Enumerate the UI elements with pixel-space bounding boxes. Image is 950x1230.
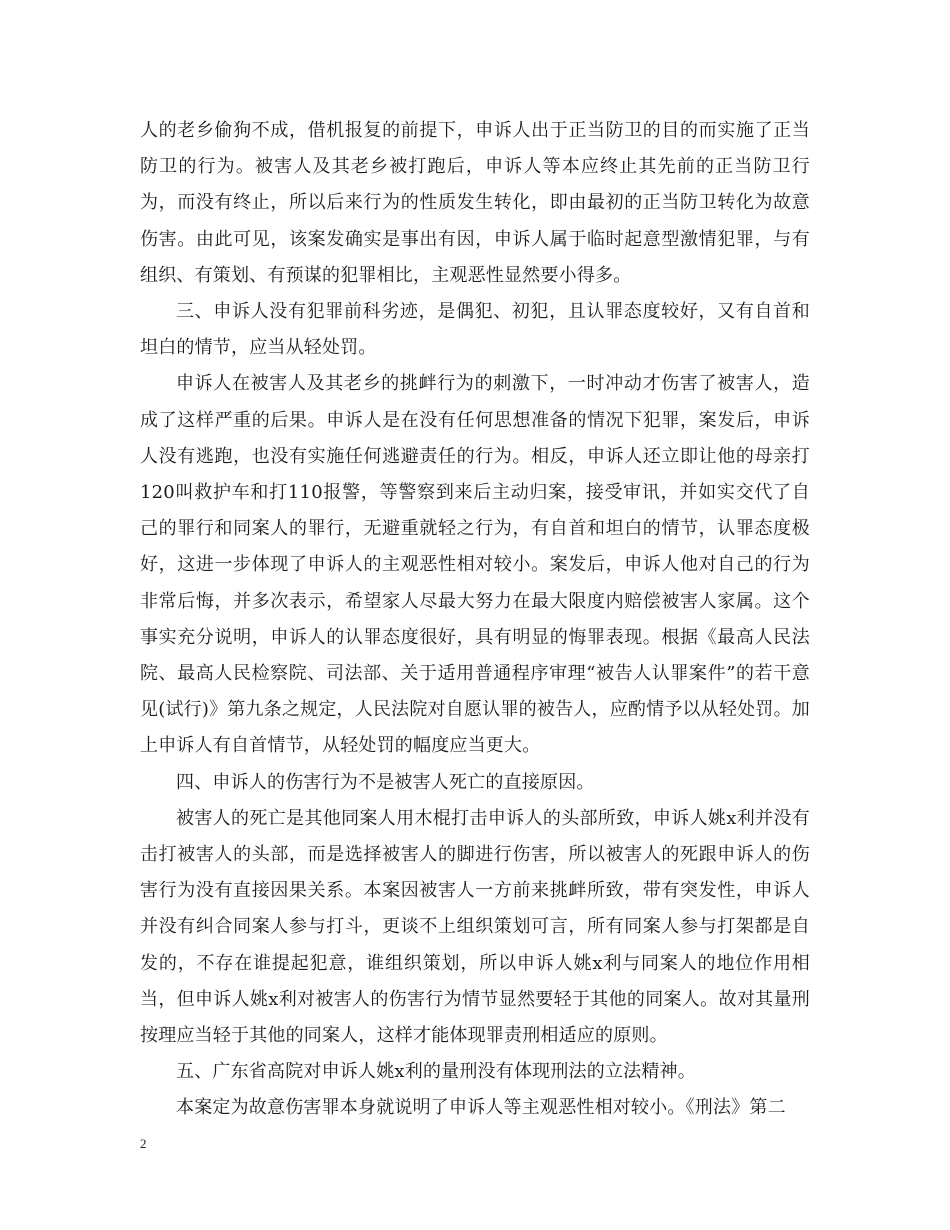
paragraph-5: 被害人的死亡是其他同案人用木棍打击申诉人的头部所致，申诉人姚x利并没有击打被害人的头部，而是选择被害人的脚进行伤害，所以被害人的死跟申诉人的伤害行为没有直接因果关系。本案因被害人一方前来挑衅所致，带有突发性，申诉人并没有纠合同案人参与打斗，更谈不上组织策划可言，所有同案人参与打架都是自发的，不存在谁提起犯意，谁组织策划，所以申诉人姚x利与同案人的地位作用相当，但申诉人姚x利对被害人的伤害行为情节显然要轻于其他的同案人。故对其量刑按理应当轻于其他的同案人，这样才能体现罪责刑相适应的原则。 <box>140 807 810 1047</box>
paragraph-7: 本案定为故意伤害罪本身就说明了申诉人等主观恶性相对较小。《刑法》第二 <box>176 1097 786 1119</box>
paragraph-3: 申诉人在被害人及其老乡的挑衅行为的刺激下，一时冲动才伤害了被害人，造成了这样严重的后果。申诉人是在没有任何思想准备的情况下犯罪，案发后，申诉人没有逃跑，也没有实施任何逃避责任的行为。相反，申诉人还立即让他的母亲打120叫救护车和打110报警，等警察到来后主动归案，接受审讯，并如实交代了自己的罪行和同案人的罪行，无避重就轻之行为，有自首和坦白的情节，认罪态度极好，这进一步体现了申诉人的主观恶性相对较小。案发后，申诉人他对自己的行为非常后悔，并多次表示，希望家人尽最大努力在最大限度内赔偿被害人家属。这个事实充分说明，申诉人的认罪态度很好，具有明显的悔罪表现。根据《最高人民法院、最高人民检察院、司法部、关于适用普通程序审理“被告人认罪案件”的若干意见(试行)》第九条之规定，人民法院对自愿认罪的被告人，应酌情予以从轻处罚。加上申诉人有自首情节，从轻处罚的幅度应当更大。 <box>140 373 810 757</box>
document-body <box>140 113 810 1127</box>
page-number: 2 <box>140 1136 147 1151</box>
paragraph-6: 五、广东省高院对申诉人姚x利的量刑没有体现刑法的立法精神。 <box>176 1061 696 1083</box>
paragraph-2: 三、申诉人没有犯罪前科劣迹，是偶犯、初犯，且认罪态度较好，又有自首和坦白的情节，应当从轻处罚。 <box>140 301 810 359</box>
paragraph-1: 人的老乡偷狗不成，借机报复的前提下，申诉人出于正当防卫的目的而实施了正当防卫的行为。被害人及其老乡被打跑后，申诉人等本应终止其先前的正当防卫行为，而没有终止，所以后来行为的性质发生转化，即由最初的正当防卫转化为故意伤害。由此可见，该案发确实是事出有因，申诉人属于临时起意型激情犯罪，与有组织、有策划、有预谋的犯罪相比，主观恶性显然要小得多。 <box>140 120 810 286</box>
paragraph-4: 四、申诉人的伤害行为不是被害人死亡的直接原因。 <box>176 771 595 793</box>
